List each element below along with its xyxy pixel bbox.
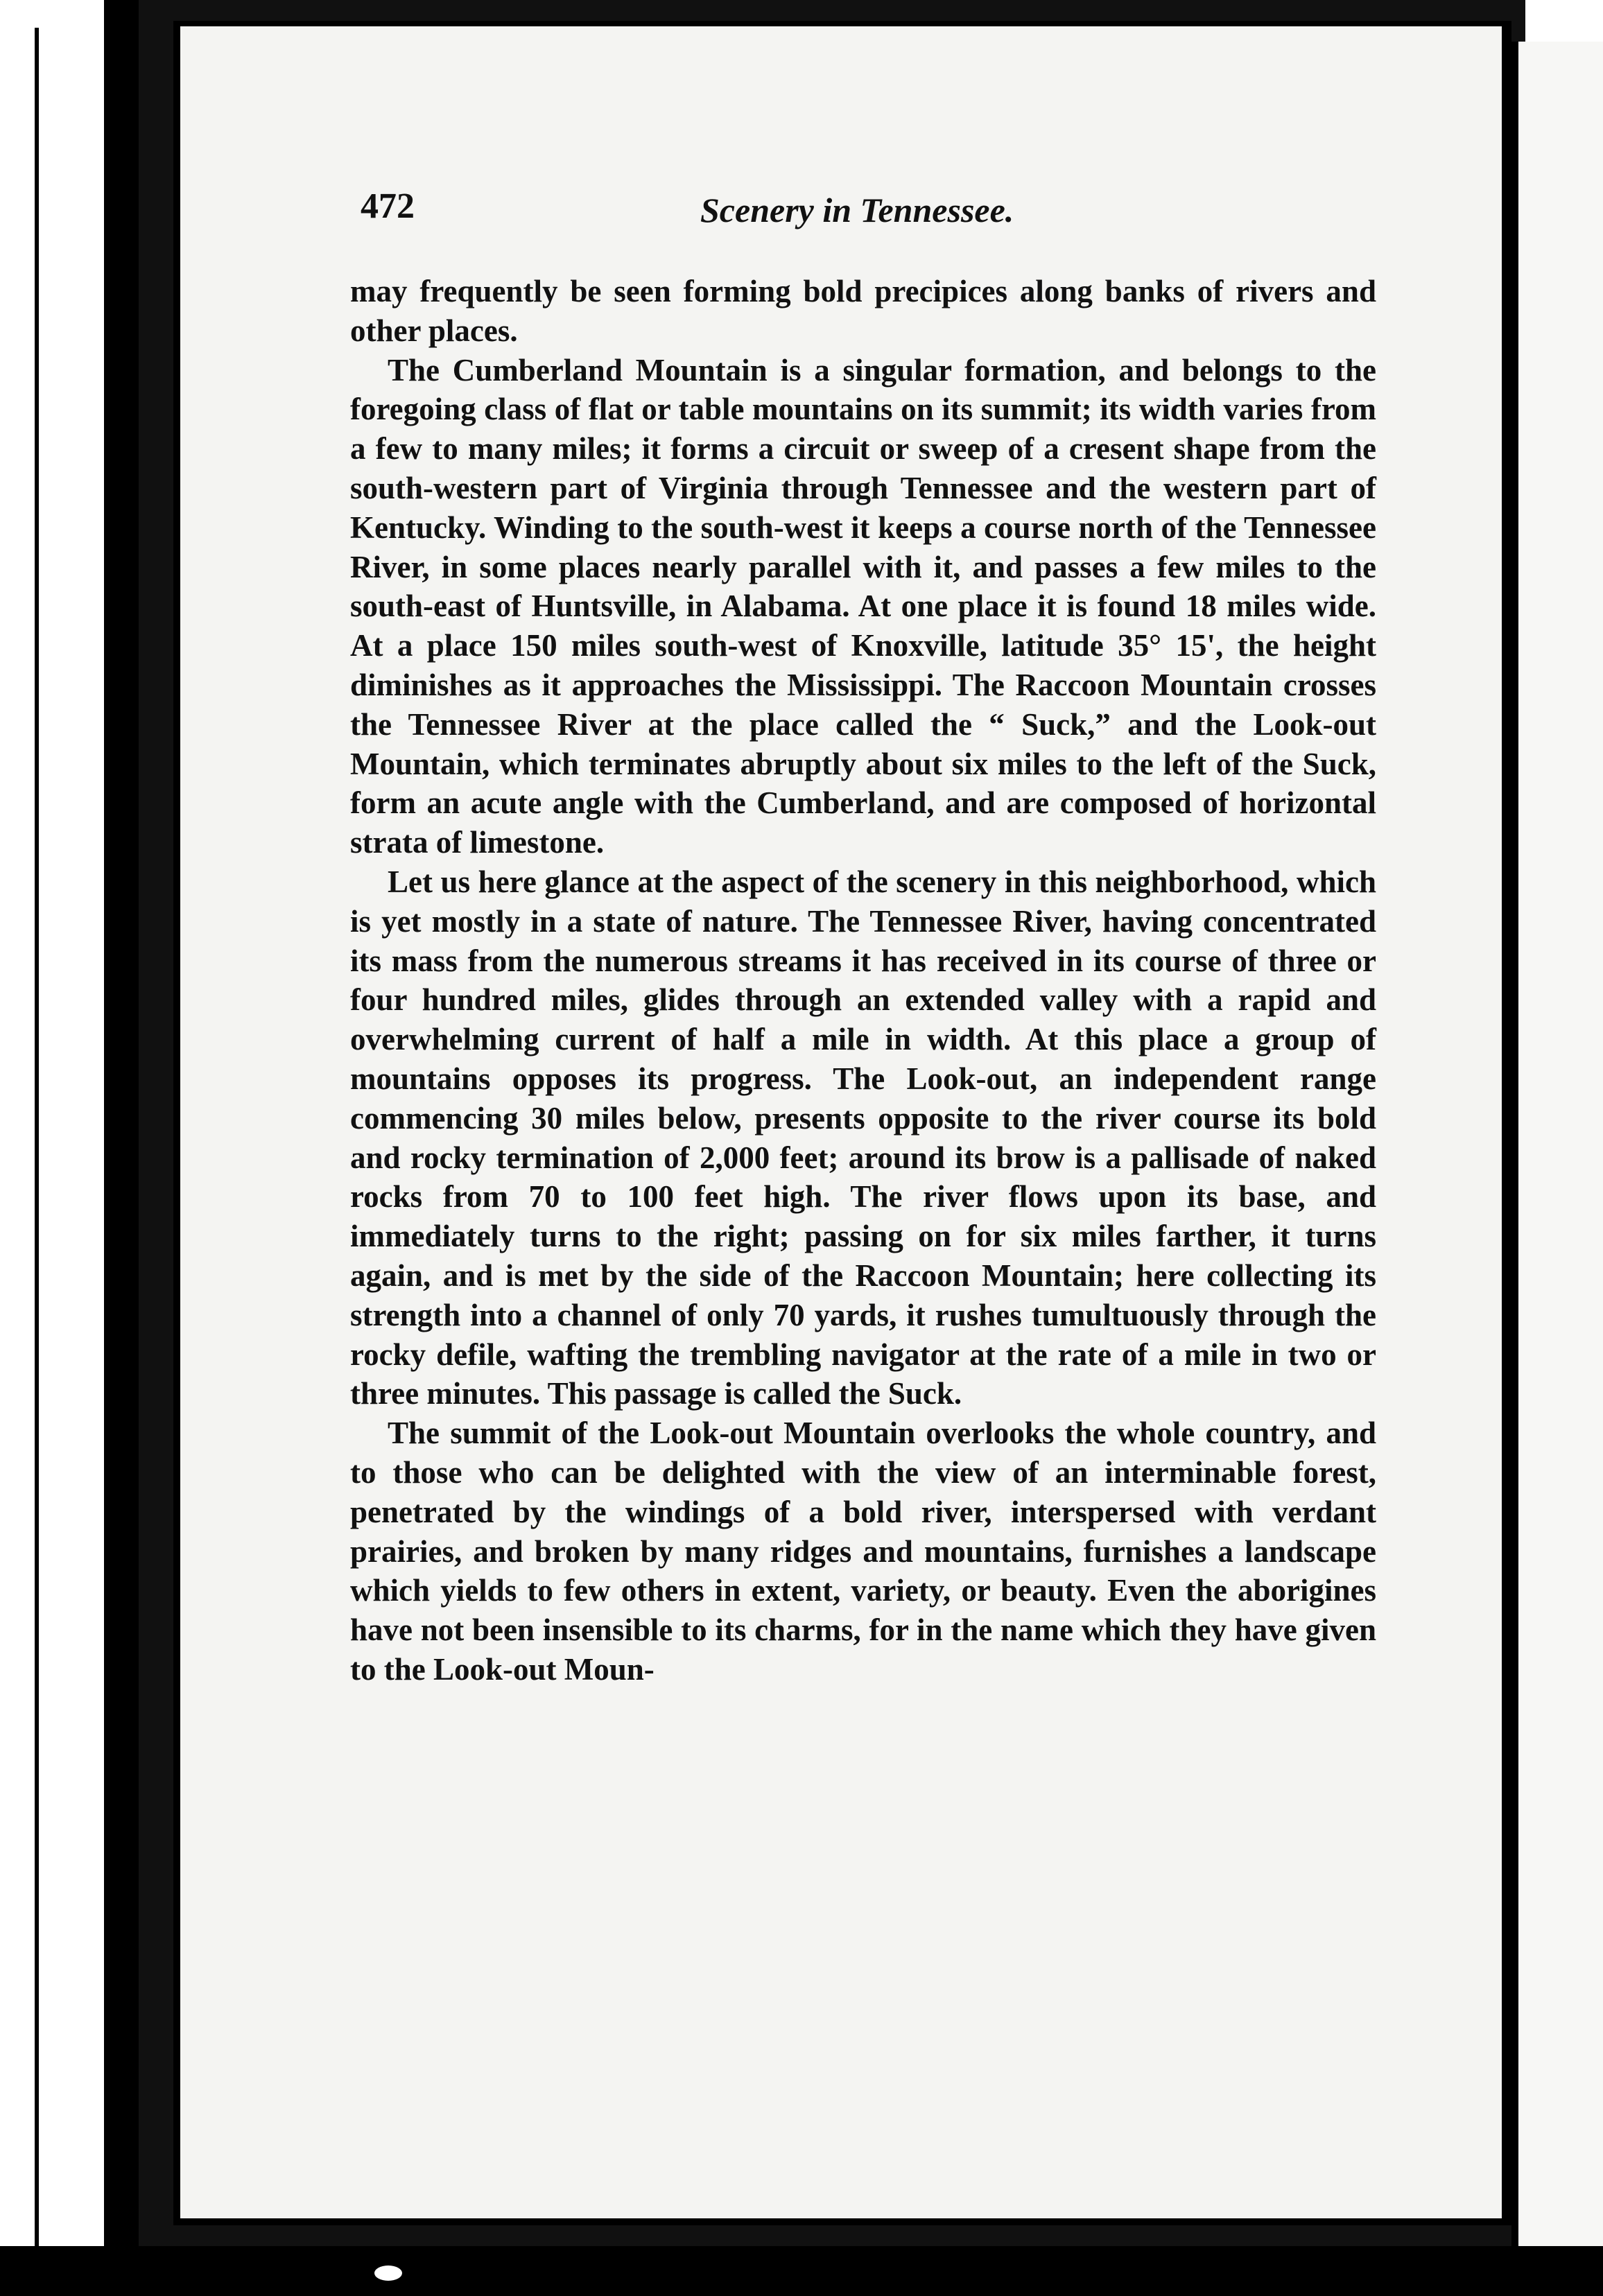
body-text [350,272,1376,1689]
paragraph-summit: The summit of the Look-out Mountain overlooks the whole country, and to those who can be delighted with the view of an interminable forest, penetrated by the windings of a bold river, interspersed with verdant prairies, and broken by many ridges and mountains, furnishes a landscape which yields to few others in extent, variety, or beauty. Even the aborigines have not been insensible to its charms, for in the name which they have given to the Look-out Moun- [350,1416,1376,1687]
scanner-bottom-edge [0,2246,1603,2296]
facing-page-edge [1511,42,1603,2253]
page-header [361,186,1380,234]
scan-artifact [374,2265,402,2281]
paragraph-scenery: Let us here glance at the aspect of the scenery in this neighborhood, which is yet mostly in a state of nature. The Tennessee River, having concentrated its mass from the numerous streams it has received in its course of three or four hundred miles, glides through an extended valley with a rapid and overwhelming current of half a mile in width. At this place a group of mountains opposes its progress. The Look-out, an independent range commencing 30 miles below, presents opposite to the river course its bold and rocky termination of 2,000 feet; around its brow is a pallisade of naked rocks from 70 to 100 feet high. The river flows upon its base, and immediately turns to the right; passing on for six miles farther, it turns again, and is met by the side of the Raccoon Mountain; here collecting its strength into a channel of only 70 yards, it rushes tumultuously through the rocky defile, wafting the trembling navigator at the rate of a mile in two or three minutes. This passage is called the Suck. [350,864,1376,1411]
page-number: 472 [361,186,415,226]
paragraph-continuation: may frequently be seen forming bold precipices along banks of rivers and other places. [350,274,1376,348]
scanner-left-edge [0,0,139,2296]
running-head: Scenery in Tennessee. [700,191,1014,229]
binding-line [35,28,39,2268]
paragraph-cumberland: The Cumberland Mountain is a singular formation, and belongs to the foregoing class of flat or table mountains on its summit; its width varies from a few to many miles; it forms a circuit or sweep of a cresent shape from the south-western part of Virginia through Tennessee and the western part of Kentucky. Winding to the south-west it keeps a course north of the Tennessee River, in some places nearly parallel with it, and passes a few miles to the south-east of Huntsville, in Alabama. At one place it is found 18 miles wide. At a place 150 miles south-west of Knoxville, latitude 35° 15', the height diminishes as it approaches the Mississippi. The Raccoon Mountain crosses the Tennessee River at the place called the “ Suck,” and the Look-out Mountain, which terminates abruptly about six miles to the left of the Suck, form an acute angle with the Cumberland, and are composed of horizontal strata of limestone. [350,352,1376,860]
